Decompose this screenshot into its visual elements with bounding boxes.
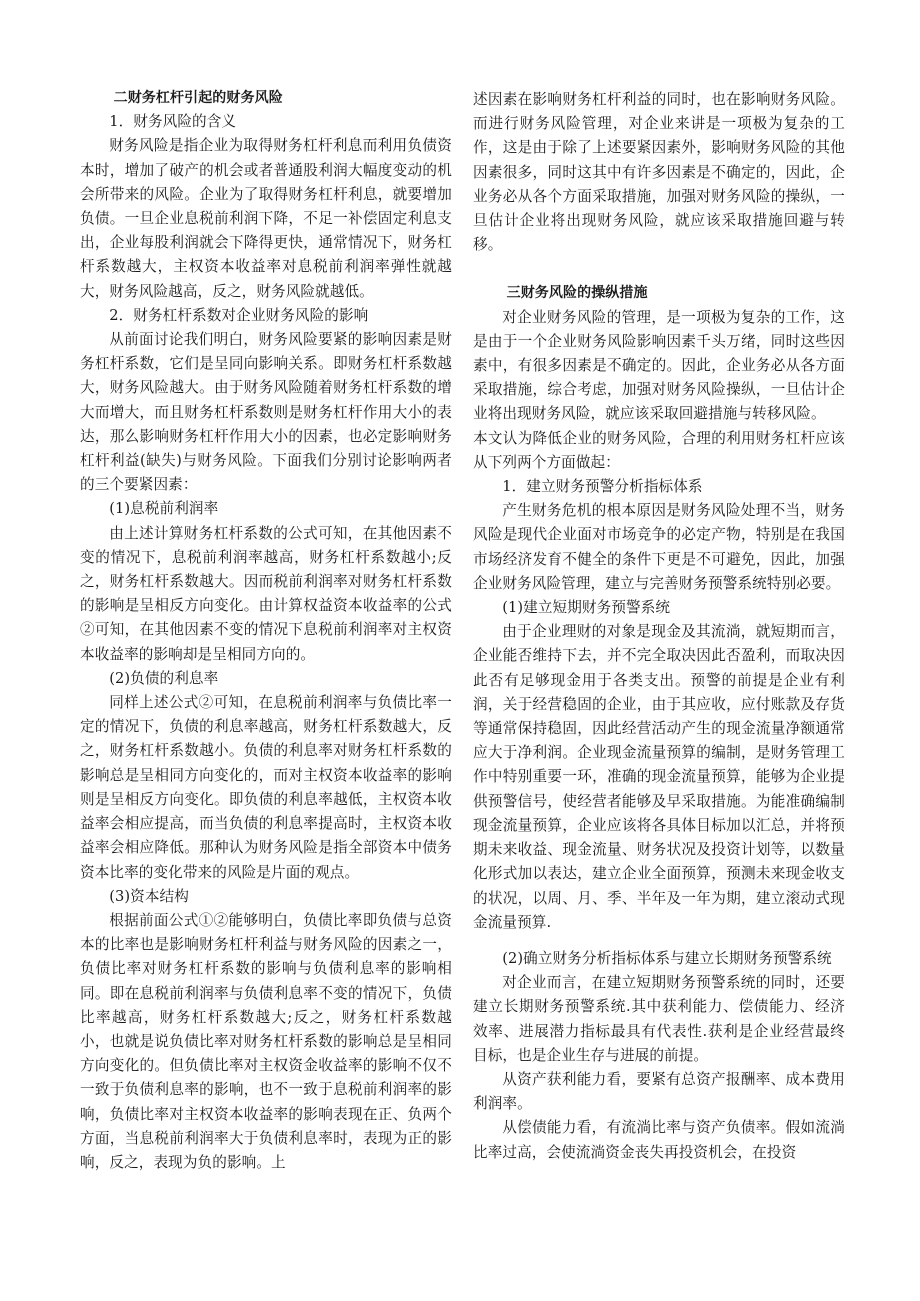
paragraph: 产生财务危机的根本原因是财务风险处理不当，财务风险是现代企业面对市场竞争的必定产物，特别是在我国市场经济发育不健全的条件下更是不可避免，因此，加强企业财务风险管理，建立与完善财务预警系统特别必要。	[473, 502, 845, 592]
subsection-title: (1)息税前利润率	[109, 500, 219, 518]
subsection-title: (1)建立短期财务预警系统	[502, 599, 671, 617]
paragraph: 本文认为降低企业的财务风险，合理的利用财务杠杆应该从下列两个方面做起：	[473, 429, 845, 471]
paragraph-continued: 述因素在影响财务杠杆利益的同时，也在影响财务风险。而进行财务风险管理，对企业来讲是一项极为复杂的工作，这是由于除了上述要紧因素外，影响财务风险的其他因素很多，同时这其中有许多因素是不确定的，因此，企业务必从各个方面采取措施，加强对财务风险的操纵，一旦估计企业将出现财务风险，就应该采取措施回避与转移。	[473, 91, 845, 254]
paragraph: 从前面讨论我们明白，财务风险要紧的影响因素是财务杠杆系数，它们是呈同向影响关系。即财务杠杆系数越大，财务风险越大。由于财务风险随着财务杠杆系数的增大而增大，而且财务杠杆系数则是财务杠杆作用大小的表达，那么影响财务杠杆作用大小的因素，也必定影响财务杠杆利益(缺失)与财务风险。下面我们分别讨论影响两者的三个要紧因素：	[80, 331, 452, 494]
paragraph: 对企业财务风险的管理，是一项极为复杂的工作，这是由于一个企业财务风险影响因素千头万绪，同时这些因素中，有很多因素是不确定的。因此，企业务必从各方面采取措施，综合考虑，加强对财务风险操纵，一旦估计企业将出现财务风险，就应该采取回避措施与转移风险。	[473, 308, 845, 423]
right-column	[473, 88, 845, 1165]
subsection-title: (3)资本结构	[109, 887, 189, 905]
paragraph: 根据前面公式①②能够明白，负债比率即负债与总资本的比率也是影响财务杠杆利益与财务风险的因素之一，负债比率对财务杠杆系数的影响与负债利息率的影响相同。即在息税前利润率与负债利息率不变的情况下，负债比率越高，财务杠杆系数越大;反之，财务杠杆系数越小，也就是说负债比率对财务杠杆系数的影响总是呈相同方向变化的。但负债比率对主权资金收益率的影响不仅不一致于负债利息率的影响，也不一致于息税前利润率的影响，负债比率对主权资本收益率的影响表现在正、负两个方面，当息税前利润率大于负债利息率时，表现为正的影响，反之，表现为负的影响。上	[80, 911, 452, 1171]
paragraph: 同样上述公式②可知，在息税前利润率与负债比率一定的情况下，负债的利息率越高，财务杠杆系数越大，反之，财务杠杆系数越小。负债的利息率对财务杠杆系数的影响总是呈相同方向变化的，而对主权资本收益率的影响则是呈相反方向变化。即负债的利息率越低，主权资本收益率会相应提高，而当负债的利息率提高时，主权资本收益率会相应降低。那种认为财务风险是指全部资本中债务资本比率的变化带来的风险是片面的观点。	[80, 694, 452, 881]
section-heading-2: 二财务杠杆引起的财务风险	[113, 90, 283, 106]
paragraph: 对企业而言，在建立短期财务预警系统的同时，还要建立长期财务预警系统.其中获利能力、偿债能力、经济效率、进展潜力指标最具有代表性.获利是企业经营最终目标，也是企业生存与进展的前提。	[473, 974, 845, 1064]
subsection-title: 1．财务风险的含义	[109, 113, 237, 131]
subsection-title: (2)负债的利息率	[109, 669, 219, 687]
section-heading-3: 三财务风险的操纵措施	[506, 285, 648, 302]
left-column	[80, 86, 452, 1175]
paragraph: 由上述计算财务杠杆系数的公式可知，在其他因素不变的情况下，息税前利润率越高，财务杠杆系数越小;反之，财务杠杆系数越大。因而税前利润率对财务杠杆系数的影响是呈相反方向变化。由计算权益资本收益率的公式②可知，在其他因素不变的情况下息税前利润率对主权资本收益率的影响却是呈相同方向的。	[80, 524, 452, 663]
paragraph: 财务风险是指企业为取得财务杠杆利息而利用负债资本时，增加了破产的机会或者普通股利润大幅度变动的机会所带来的风险。企业为了取得财务杠杆利息，就要增加负债。一旦企业息税前利润下降，不足一补偿固定利息支出，企业每股利润就会下降得更快，通常情况下，财务杠杆系数越大，主权资本收益率对息税前利润率弹性就越大，财务风险越高，反之，财务风险就越低。	[80, 137, 452, 300]
subsection-title: 1．建立财务预警分析指标体系	[502, 478, 703, 496]
paragraph: 从偿债能力看，有流淌比率与资产负债率。假如流淌比率过高，会使流淌资金丧失再投资机会，在投资	[473, 1119, 845, 1161]
paragraph: 从资产获利能力看，要紧有总资产报酬率、成本费用利润率。	[473, 1070, 845, 1113]
subsection-title: (2)确立财务分析指标体系与建立长期财务预警系统	[502, 949, 832, 967]
subsection-title: 2．财务杠杆系数对企业财务风险的影响	[109, 306, 369, 324]
paragraph: 由于企业理财的对象是现金及其流淌，就短期而言，企业能否维持下去，并不完全取决因此否盈利，而取决因此否有足够现金用于各类支出。预警的前提是企业有利润，关于经营稳固的企业，由于其应收，应付账款及存货等通常保持稳固，因此经营活动产生的现金流量净额通常应大于净利润。企业现金流量预算的编制，是财务管理工作中特别重要一环，准确的现金流量预算，能够为企业提供预警信号，使经营者能够及早采取措施。为能准确编制现金流量预算，企业应该将各具体目标加以汇总，并将预期未来收益、现金流量、财务状况及投资计划等，以数量化形式加以表达，建立企业全面预算，预测未来现金收支的状况，以周、月、季、半年及一年为期，建立滚动式现金流量预算.	[473, 623, 845, 931]
